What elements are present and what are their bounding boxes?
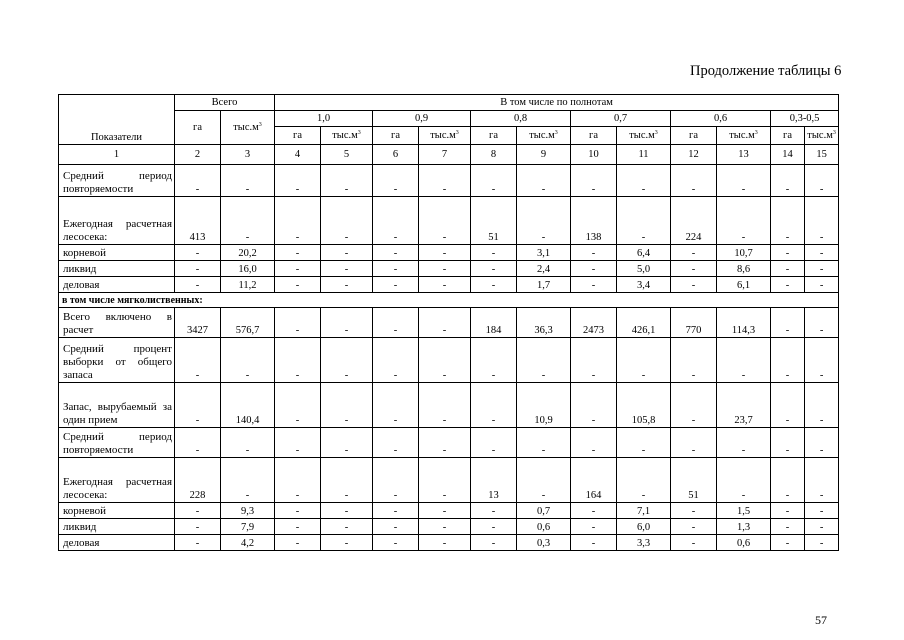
table-cell: -	[571, 338, 617, 383]
table-cell: -	[471, 428, 517, 458]
table-cell: -	[221, 458, 275, 503]
table-row	[59, 338, 839, 383]
row-label: Запас, вырубаемый за один прием	[59, 383, 175, 428]
table-cell: -	[717, 458, 771, 503]
table-cell: -	[471, 519, 517, 535]
table-cell: -	[175, 383, 221, 428]
header-row	[59, 111, 839, 127]
table-cell: -	[805, 165, 839, 197]
table-cell: -	[517, 338, 571, 383]
column-number: 7	[419, 145, 471, 165]
unit-label: тыс.м	[430, 130, 456, 141]
table-cell: 2,4	[517, 261, 571, 277]
table-cell: -	[321, 261, 373, 277]
unit-ha-header: га	[275, 127, 321, 145]
table-row	[59, 383, 839, 428]
table-cell: -	[571, 261, 617, 277]
table-cell: -	[671, 261, 717, 277]
table-cell: -	[617, 428, 671, 458]
table-cell: -	[221, 338, 275, 383]
table-cell: 13	[471, 458, 517, 503]
table-cell: -	[275, 308, 321, 338]
table-cell: 0,6	[717, 535, 771, 551]
table-cell: -	[175, 338, 221, 383]
table-cell: 0,7	[517, 503, 571, 519]
table-cell: -	[175, 503, 221, 519]
table-cell: 770	[671, 308, 717, 338]
table-cell: -	[321, 277, 373, 293]
row-label: деловая	[59, 277, 175, 293]
table-row	[59, 277, 839, 293]
table-cell: -	[373, 535, 419, 551]
table-cell: -	[471, 503, 517, 519]
table-cell: 7,9	[221, 519, 275, 535]
column-number: 11	[617, 145, 671, 165]
table-cell: -	[471, 261, 517, 277]
table-cell: -	[275, 458, 321, 503]
table-cell: -	[671, 503, 717, 519]
table-row	[59, 308, 839, 338]
table-row	[59, 503, 839, 519]
table-cell: -	[275, 165, 321, 197]
table-cell: -	[805, 197, 839, 245]
table-cell: -	[373, 165, 419, 197]
table-cell: 2473	[571, 308, 617, 338]
table-cell: -	[275, 503, 321, 519]
table-cell: -	[321, 383, 373, 428]
table-cell: 10,7	[717, 245, 771, 261]
column-number: 2	[175, 145, 221, 165]
density-header: 0,7	[571, 111, 671, 127]
table-cell: -	[571, 503, 617, 519]
unit-vol-header	[517, 127, 571, 145]
total-header: Всего	[175, 95, 275, 111]
column-number: 1	[59, 145, 175, 165]
table-cell: -	[571, 428, 617, 458]
table-cell: -	[275, 535, 321, 551]
table-cell: -	[771, 383, 805, 428]
table-cell: 23,7	[717, 383, 771, 428]
unit-ha-header: га	[175, 111, 221, 145]
table-cell: 11,2	[221, 277, 275, 293]
table-cell: 10,9	[517, 383, 571, 428]
column-number: 13	[717, 145, 771, 165]
column-number: 14	[771, 145, 805, 165]
table-cell: -	[275, 338, 321, 383]
row-label: Средний процент выборки от общего запаса	[59, 338, 175, 383]
table-cell: -	[671, 277, 717, 293]
section-title: в том числе мягколиственных:	[59, 293, 839, 308]
table-cell: -	[671, 245, 717, 261]
table-cell: -	[771, 245, 805, 261]
table-cell: -	[419, 308, 471, 338]
row-label: Всего включено в расчет	[59, 308, 175, 338]
row-label: ликвид	[59, 519, 175, 535]
row-label: Средний период повторяемости	[59, 165, 175, 197]
density-header: 0,3-0,5	[771, 111, 839, 127]
table-cell: 0,6	[517, 519, 571, 535]
table-cell: -	[771, 165, 805, 197]
unit-label: тыс.м	[332, 130, 358, 141]
table-cell: 4,2	[221, 535, 275, 551]
table-cell: -	[771, 428, 805, 458]
unit-vol-header	[221, 111, 275, 145]
table-cell: -	[617, 458, 671, 503]
table-cell: -	[771, 338, 805, 383]
table-cell: -	[471, 383, 517, 428]
table-cell: -	[517, 165, 571, 197]
table-cell: -	[175, 277, 221, 293]
table-cell: -	[419, 535, 471, 551]
row-label: ликвид	[59, 261, 175, 277]
table-cell: -	[321, 338, 373, 383]
table-cell: 36,3	[517, 308, 571, 338]
table-cell: 228	[175, 458, 221, 503]
table-cell: -	[373, 428, 419, 458]
table-cell: -	[671, 383, 717, 428]
table-cell: 1,3	[717, 519, 771, 535]
table-cell: -	[617, 165, 671, 197]
table-cell: -	[517, 458, 571, 503]
table-cell: 138	[571, 197, 617, 245]
table-cell: -	[617, 338, 671, 383]
unit-ha-header: га	[373, 127, 419, 145]
table-cell: 164	[571, 458, 617, 503]
table-cell: -	[771, 261, 805, 277]
table-cell: -	[275, 519, 321, 535]
table-cell: -	[321, 503, 373, 519]
page-number: 57	[815, 613, 827, 627]
table-cell: 3,1	[517, 245, 571, 261]
unit-ha-header: га	[771, 127, 805, 145]
table-cell: -	[321, 197, 373, 245]
table-cell: -	[471, 338, 517, 383]
table-cell: 1,5	[717, 503, 771, 519]
column-number: 10	[571, 145, 617, 165]
row-label: Ежегодная расчетная лесосека:	[59, 197, 175, 245]
table-cell: -	[717, 338, 771, 383]
table-cell: -	[221, 428, 275, 458]
table-cell: -	[373, 245, 419, 261]
table-cell: 3,3	[617, 535, 671, 551]
table-cell: -	[373, 261, 419, 277]
table-cell: -	[771, 458, 805, 503]
table-row	[59, 519, 839, 535]
table-cell: -	[805, 245, 839, 261]
row-label: деловая	[59, 535, 175, 551]
table-row	[59, 458, 839, 503]
table-cell: -	[671, 165, 717, 197]
table-cell: -	[321, 245, 373, 261]
table-cell: -	[419, 519, 471, 535]
unit-label: тыс.м	[807, 130, 833, 141]
density-header: 0,8	[471, 111, 571, 127]
table-cell: -	[275, 277, 321, 293]
table-cell: 8,6	[717, 261, 771, 277]
indicator-header: Показатели	[59, 95, 175, 145]
table-cell: -	[771, 308, 805, 338]
table-cell: 20,2	[221, 245, 275, 261]
table-cell: -	[419, 245, 471, 261]
data-table	[58, 94, 839, 551]
row-label: корневой	[59, 503, 175, 519]
table-cell: 426,1	[617, 308, 671, 338]
row-label: Средний период повторяемости	[59, 428, 175, 458]
table-cell: -	[805, 277, 839, 293]
unit-superscript: 3	[455, 130, 459, 136]
table-cell: -	[275, 261, 321, 277]
table-cell: -	[321, 308, 373, 338]
unit-ha-header: га	[471, 127, 517, 145]
table-cell: -	[517, 428, 571, 458]
table-cell: -	[805, 503, 839, 519]
table-cell: 114,3	[717, 308, 771, 338]
table-cell: -	[571, 519, 617, 535]
table-cell: -	[471, 535, 517, 551]
density-group-header: В том числе по полнотам	[275, 95, 839, 111]
table-cell: -	[805, 458, 839, 503]
table-cell: 413	[175, 197, 221, 245]
table-cell: -	[771, 519, 805, 535]
table-cell: -	[175, 261, 221, 277]
table-cell: -	[175, 519, 221, 535]
table-row	[59, 535, 839, 551]
table-cell: -	[671, 535, 717, 551]
table-cell: -	[419, 277, 471, 293]
table-cell: 184	[471, 308, 517, 338]
table-cell: -	[617, 197, 671, 245]
table-cell: -	[517, 197, 571, 245]
table-cell: -	[805, 261, 839, 277]
unit-label: тыс.м	[233, 122, 259, 133]
table-cell: 51	[471, 197, 517, 245]
table-row	[59, 165, 839, 197]
table-cell: -	[321, 165, 373, 197]
table-cell: -	[805, 535, 839, 551]
table-cell: -	[717, 197, 771, 245]
density-header: 0,6	[671, 111, 771, 127]
header-row	[59, 95, 839, 111]
table-cell: -	[321, 428, 373, 458]
table-cell: -	[419, 383, 471, 428]
table-cell: -	[771, 535, 805, 551]
unit-superscript: 3	[832, 130, 836, 136]
column-number: 15	[805, 145, 839, 165]
column-number: 12	[671, 145, 717, 165]
table-cell: 224	[671, 197, 717, 245]
table-cell: 576,7	[221, 308, 275, 338]
unit-vol-header	[419, 127, 471, 145]
table-caption: Продолжение таблицы 6	[690, 63, 842, 79]
table-cell: 1,7	[517, 277, 571, 293]
table-cell: -	[717, 428, 771, 458]
table-cell: 6,4	[617, 245, 671, 261]
table-cell: -	[419, 197, 471, 245]
column-number: 6	[373, 145, 419, 165]
table-cell: -	[671, 519, 717, 535]
table-row	[59, 261, 839, 277]
table-cell: 3,4	[617, 277, 671, 293]
table-cell: -	[419, 428, 471, 458]
table-cell: -	[175, 165, 221, 197]
table-cell: -	[471, 245, 517, 261]
table-cell: -	[805, 308, 839, 338]
unit-superscript: 3	[554, 130, 558, 136]
table-cell: -	[321, 519, 373, 535]
unit-vol-header	[321, 127, 373, 145]
table-cell: 3427	[175, 308, 221, 338]
table-cell: -	[771, 197, 805, 245]
table-cell: -	[321, 535, 373, 551]
table-cell: -	[717, 165, 771, 197]
table-cell: -	[471, 277, 517, 293]
table-cell: -	[571, 277, 617, 293]
table-cell: 9,3	[221, 503, 275, 519]
unit-label: тыс.м	[729, 130, 755, 141]
row-label: Ежегодная расчетная лесосека:	[59, 458, 175, 503]
table-cell: -	[175, 535, 221, 551]
unit-vol-header	[805, 127, 839, 145]
table-cell: -	[471, 165, 517, 197]
table-row	[59, 428, 839, 458]
column-number: 9	[517, 145, 571, 165]
table-cell: 7,1	[617, 503, 671, 519]
table-cell: -	[373, 197, 419, 245]
unit-superscript: 3	[754, 130, 758, 136]
table-cell: -	[571, 383, 617, 428]
unit-label: тыс.м	[629, 130, 655, 141]
table-cell: -	[771, 277, 805, 293]
table-cell: -	[419, 261, 471, 277]
table-cell: 6,1	[717, 277, 771, 293]
density-header: 0,9	[373, 111, 471, 127]
unit-superscript: 3	[654, 130, 658, 136]
table-cell: 6,0	[617, 519, 671, 535]
table-cell: -	[419, 458, 471, 503]
row-label: корневой	[59, 245, 175, 261]
unit-superscript: 3	[357, 130, 361, 136]
section-row	[59, 293, 839, 308]
table-cell: -	[671, 428, 717, 458]
unit-ha-header: га	[671, 127, 717, 145]
table-cell: -	[275, 245, 321, 261]
table-cell: -	[221, 165, 275, 197]
column-number: 8	[471, 145, 517, 165]
table-cell: 16,0	[221, 261, 275, 277]
unit-superscript: 3	[258, 122, 262, 128]
unit-vol-header	[717, 127, 771, 145]
table-cell: -	[419, 165, 471, 197]
table-cell: -	[805, 428, 839, 458]
table-cell: -	[373, 338, 419, 383]
table-cell: -	[571, 165, 617, 197]
table-cell: -	[321, 458, 373, 503]
unit-ha-header: га	[571, 127, 617, 145]
table-cell: -	[175, 245, 221, 261]
table-cell: 0,3	[517, 535, 571, 551]
table-cell: -	[275, 383, 321, 428]
table-cell: 140,4	[221, 383, 275, 428]
density-header: 1,0	[275, 111, 373, 127]
table-cell: -	[419, 503, 471, 519]
table-cell: -	[373, 519, 419, 535]
column-number: 3	[221, 145, 275, 165]
unit-vol-header	[617, 127, 671, 145]
table-cell: -	[373, 383, 419, 428]
table-cell: -	[805, 519, 839, 535]
table-cell: -	[175, 428, 221, 458]
table-cell: -	[373, 458, 419, 503]
table-cell: -	[373, 503, 419, 519]
unit-label: тыс.м	[529, 130, 555, 141]
table-cell: -	[805, 383, 839, 428]
table-cell: -	[805, 338, 839, 383]
table-cell: -	[771, 503, 805, 519]
table-cell: -	[373, 308, 419, 338]
table-cell: 5,0	[617, 261, 671, 277]
table-cell: -	[275, 428, 321, 458]
table-row	[59, 197, 839, 245]
table-cell: -	[419, 338, 471, 383]
table-row	[59, 245, 839, 261]
table-cell: -	[221, 197, 275, 245]
table-cell: -	[373, 277, 419, 293]
table-cell: 51	[671, 458, 717, 503]
column-number: 4	[275, 145, 321, 165]
table-cell: 105,8	[617, 383, 671, 428]
table-cell: -	[275, 197, 321, 245]
table-cell: -	[671, 338, 717, 383]
column-number-row	[59, 145, 839, 165]
column-number: 5	[321, 145, 373, 165]
table-cell: -	[571, 535, 617, 551]
table-cell: -	[571, 245, 617, 261]
